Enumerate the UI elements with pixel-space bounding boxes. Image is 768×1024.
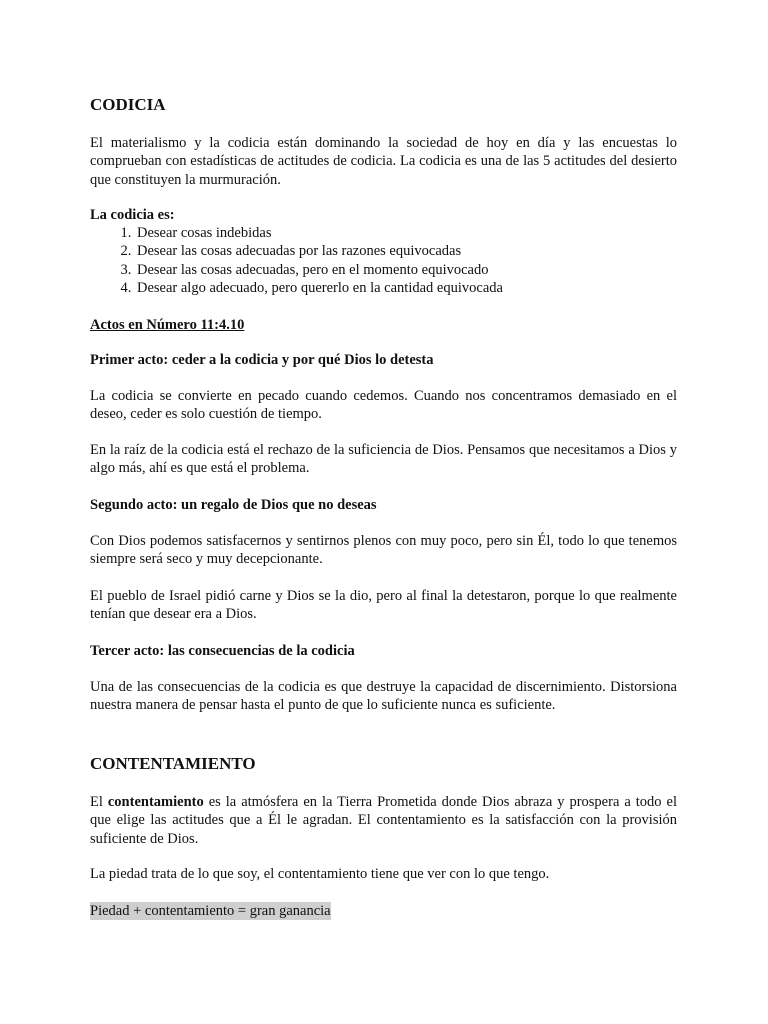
contentamiento-p1-rest: es la atmósfera en la Tierra Prometida donde Dios abraza y prospera a todo el que elige las actitudes que a Él le agradan. El contentamiento es la satisfacción con la provisión suficiente de Dios. [90,794,677,847]
contentamiento-bold-term: contentamiento [107,794,204,810]
highlighted-text: Piedad + contentamiento = gran ganancia [90,903,331,919]
codicia-list-heading: La codicia es: [90,207,175,223]
list-item: 2. Desear las cosas adecuadas por las razones equivocadas [135,242,722,260]
section-title-contentamiento: CONTENTAMIENTO [90,754,256,773]
codicia-intro-paragraph: El materialismo y la codicia están dominando la sociedad de hoy en día y las encuestas lo comprueban con estadísticas de actitudes de codicia. La codicia es una de las 5 actitudes del desierto que constituyen la murmuración. [90,135,677,188]
acto2-paragraph-2: El pueblo de Israel pidió carne y Dios se la dio, pero al final la detestaron, porque lo que realmente tenían que desear era a Dios. [90,588,677,623]
acto1-heading: Primer acto: ceder a la codicia y por qué Dios lo detesta [90,352,434,368]
list-item: 4. Desear algo adecuado, pero quererlo en la cantidad equivocada [135,279,722,297]
list-item: 1. Desear cosas indebidas [135,224,722,242]
acto2-heading: Segundo acto: un regalo de Dios que no deseas [90,497,377,513]
actos-heading-text: Actos en Número 11:4.10 [90,317,245,333]
acto3-paragraph-1: Una de las consecuencias de la codicia es que destruye la capacidad de discernimiento. Distorsiona nuestra manera de pensar hasta el punto de que lo suficiente nunca es suficiente. [90,679,677,714]
acto3-heading: Tercer acto: las consecuencias de la codicia [90,643,355,659]
actos-heading [90,316,677,334]
list-item: 3. Desear las cosas adecuadas, pero en el momento equivocado [135,261,722,279]
codicia-definition-list [90,224,722,297]
contentamiento-p1-start: El [90,794,108,810]
section-title-codicia: CODICIA [90,95,166,114]
acto2-paragraph-1: Con Dios podemos satisfacernos y sentirnos plenos con muy poco, pero sin Él, todo lo que tenemos siempre será seco y muy decepcionante. [90,533,677,568]
contentamiento-paragraph-2: La piedad trata de lo que soy, el contentamiento tiene que ver con lo que tengo. [90,866,550,882]
acto1-paragraph-1: La codicia se convierte en pecado cuando cedemos. Cuando nos concentramos demasiado en el deseo, ceder es solo cuestión de tiempo. [90,388,677,423]
contentamiento-paragraph-1 [90,793,677,848]
highlighted-conclusion [90,902,677,920]
acto1-paragraph-2: En la raíz de la codicia está el rechazo de la suficiencia de Dios. Pensamos que necesitamos a Dios y algo más, ahí es que está el problema. [90,442,677,477]
